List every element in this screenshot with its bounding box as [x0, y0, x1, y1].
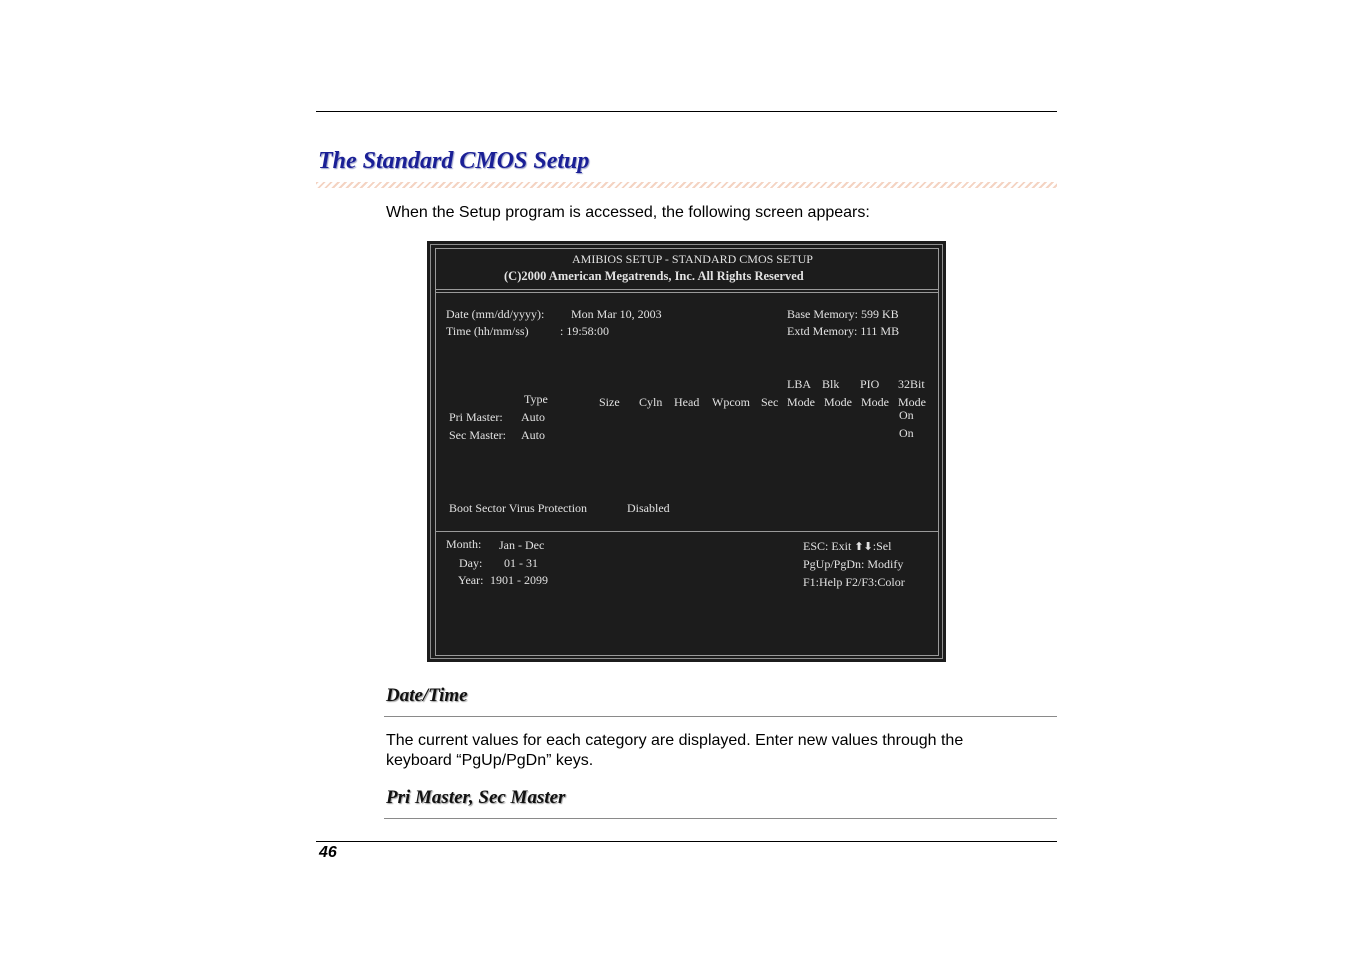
- bios-col-cyln: Cyln: [639, 395, 663, 409]
- bios-base-memory: Base Memory: 599 KB: [787, 307, 899, 321]
- bios-help-sel-text: :Sel: [872, 539, 892, 553]
- datetime-text-line1: The current values for each category are displayed. Enter new values through the: [386, 732, 964, 749]
- bios-time-label: Time (hh/mm/ss): [446, 324, 529, 338]
- bios-header-divider: [435, 289, 939, 290]
- bios-boot-virus-value[interactable]: Disabled: [627, 501, 670, 515]
- bios-date-label: Date (mm/dd/yyyy):: [446, 307, 545, 321]
- bios-month-label: Month:: [446, 537, 482, 551]
- bios-screenshot: [427, 241, 946, 662]
- bios-col-mode-pio: Mode: [861, 395, 889, 409]
- bios-col-mode-lba: Mode: [787, 395, 815, 409]
- datetime-heading: Date/Time: [386, 685, 468, 706]
- bios-footer-divider: [435, 531, 939, 532]
- title-underline-decoration: [316, 182, 1057, 188]
- bios-col-mode-32bit: Mode: [898, 395, 926, 409]
- bios-title: AMIBIOS SETUP - STANDARD CMOS SETUP: [572, 252, 813, 266]
- bios-date-value[interactable]: Mon Mar 10, 2003: [571, 307, 662, 321]
- bios-col-sec: Sec: [761, 395, 779, 409]
- bios-sec-master-label: Sec Master:: [449, 428, 506, 442]
- bios-col-head: Head: [674, 395, 700, 409]
- bios-help-f1: F1:Help F2/F3:Color: [803, 575, 905, 589]
- master-rule: [384, 818, 1057, 819]
- bios-sec-master-type[interactable]: Auto: [521, 428, 545, 442]
- bios-pri-master-32bit[interactable]: On: [899, 408, 914, 422]
- bios-year-range: 1901 - 2099: [490, 573, 548, 587]
- bios-col-blk: Blk: [822, 377, 840, 391]
- bios-year-label: Year:: [458, 573, 484, 587]
- section-title: The Standard CMOS Setup: [318, 148, 590, 174]
- bios-help-esc-text: ESC: Exit: [803, 539, 852, 553]
- page-number: 46: [319, 844, 337, 861]
- master-heading: Pri Master, Sec Master: [386, 787, 566, 808]
- bios-copyright: (C)2000 American Megatrends, Inc. All Rights Reserved: [504, 269, 804, 283]
- datetime-text-line2: keyboard “PgUp/PgDn” keys.: [386, 752, 594, 769]
- bios-col-32bit: 32Bit: [898, 377, 925, 391]
- bios-help-pgup: PgUp/PgDn: Modify: [803, 557, 904, 571]
- bios-col-size: Size: [599, 395, 620, 409]
- bios-header-divider-2: [435, 292, 939, 293]
- bios-sec-master-32bit[interactable]: On: [899, 426, 914, 440]
- bios-day-label: Day:: [459, 556, 483, 570]
- bios-col-pio: PIO: [860, 377, 880, 391]
- bios-col-type: Type: [524, 392, 548, 406]
- bios-day-range: 01 - 31: [504, 556, 538, 570]
- up-down-arrow-icon: ⬆⬇: [854, 540, 873, 553]
- bios-col-wpcom: Wpcom: [712, 395, 750, 409]
- datetime-rule: [384, 716, 1057, 717]
- bios-pri-master-label: Pri Master:: [449, 410, 503, 424]
- bios-extd-memory: Extd Memory: 111 MB: [787, 324, 900, 338]
- header-rule: [316, 111, 1057, 112]
- intro-text: When the Setup program is accessed, the following screen appears:: [386, 204, 870, 221]
- footer-rule: [316, 841, 1057, 842]
- bios-col-lba: LBA: [787, 377, 811, 391]
- bios-time-value[interactable]: : 19:58:00: [560, 324, 610, 338]
- bios-month-range: Jan - Dec: [499, 538, 545, 552]
- bios-col-mode-blk: Mode: [824, 395, 852, 409]
- bios-help-esc: [803, 539, 891, 554]
- bios-boot-virus-label: Boot Sector Virus Protection: [449, 501, 588, 515]
- bios-pri-master-type[interactable]: Auto: [521, 410, 545, 424]
